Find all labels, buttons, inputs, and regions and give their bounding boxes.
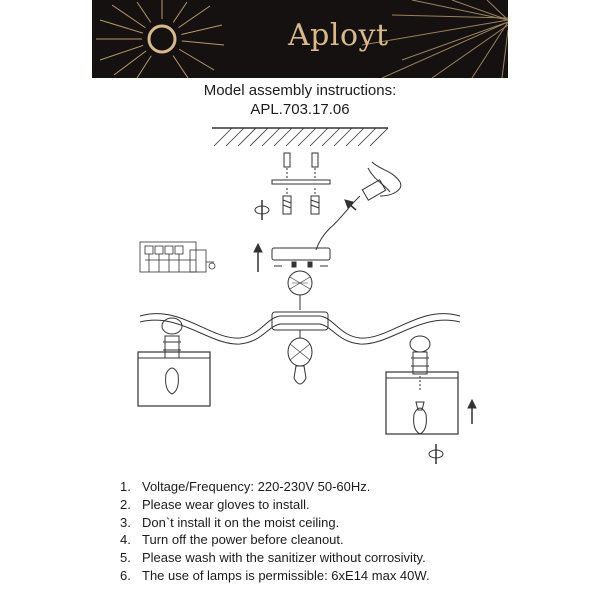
item-text: Please wash with the sanitizer without corrosivity. xyxy=(142,550,426,566)
brand-name: Aployt xyxy=(288,18,389,53)
instruction-list xyxy=(120,478,430,585)
item-text: Turn off the power before cleanout. xyxy=(142,532,344,548)
arrow-up-icon xyxy=(254,244,262,272)
item-number: 3. xyxy=(120,514,131,530)
lamp-shade-icon xyxy=(138,352,210,406)
screw-icon xyxy=(272,153,330,214)
list-item xyxy=(120,549,430,567)
ceiling-icon xyxy=(212,128,388,146)
wire-connector-icon xyxy=(316,162,401,250)
item-text: The use of lamps is permissible: 6xE14 max 40W. xyxy=(142,567,430,583)
item-number: 2. xyxy=(120,496,131,512)
item-text: Don`t install it on the moist ceiling. xyxy=(142,514,340,530)
item-text: Please wear gloves to install. xyxy=(142,496,310,512)
item-text: Voltage/Frequency: 220-230V 50-60Hz. xyxy=(142,479,371,494)
page-title: Model assembly instructions: xyxy=(203,82,397,99)
list-item xyxy=(120,567,430,585)
list-item xyxy=(120,531,430,549)
list-item xyxy=(120,496,430,514)
model-number: APL.703.17.06 xyxy=(250,101,350,118)
rotate-icon xyxy=(255,200,269,220)
list-item xyxy=(120,478,430,496)
item-number: 6. xyxy=(120,567,131,583)
list-item xyxy=(120,514,430,532)
item-number: 1. xyxy=(120,479,131,494)
mounting-plate-icon xyxy=(272,180,330,184)
terminal-block-icon xyxy=(140,242,215,272)
lamp-shade-icon xyxy=(386,372,458,434)
item-number: 5. xyxy=(120,550,131,566)
rotate-icon xyxy=(429,444,443,464)
arrow-up-icon xyxy=(468,400,476,424)
item-number: 4. xyxy=(120,532,131,548)
